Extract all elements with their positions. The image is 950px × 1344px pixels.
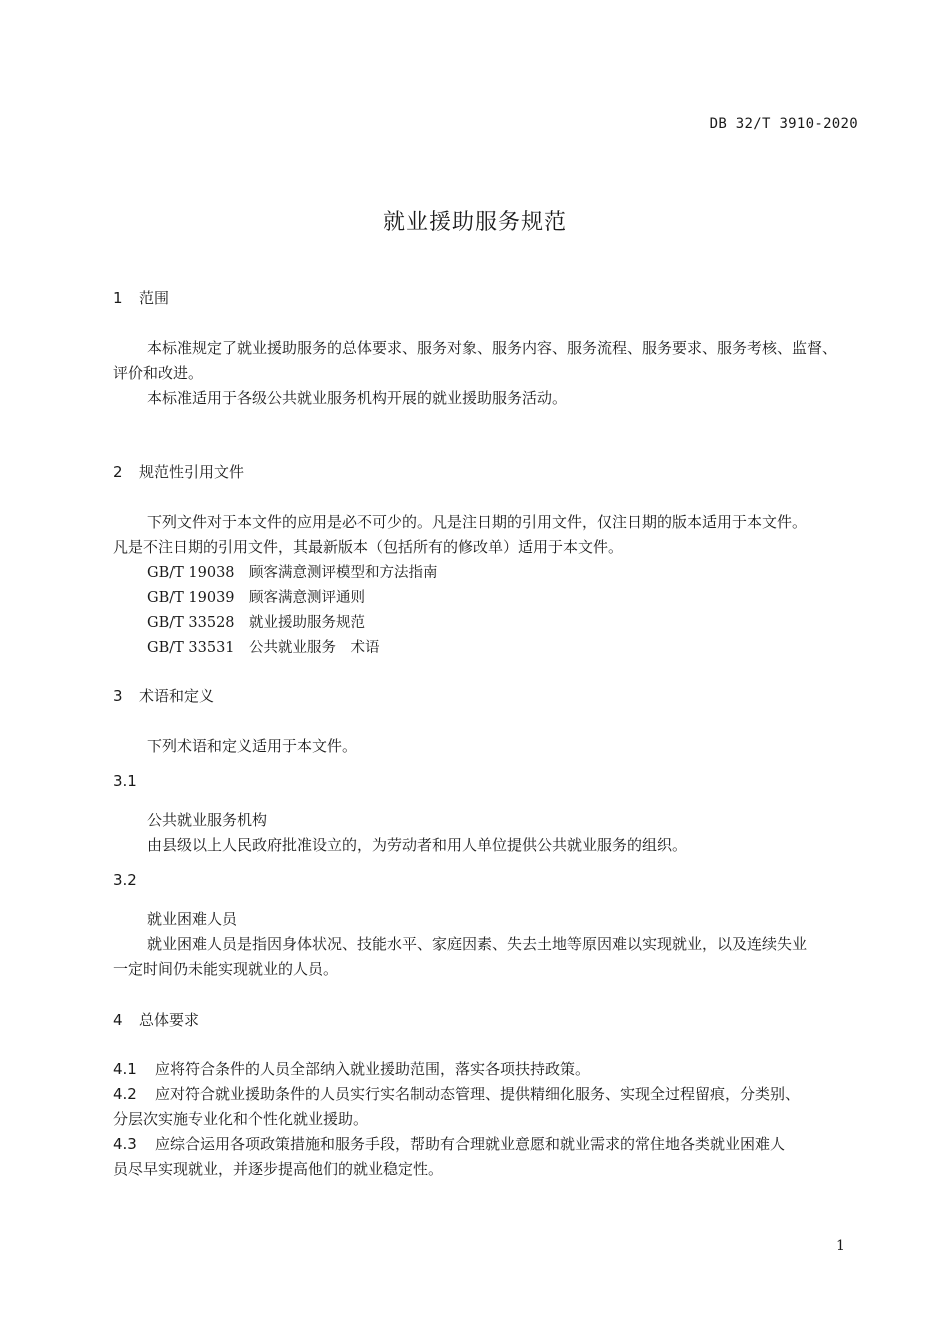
section-title: 规范性引用文件 <box>139 463 245 481</box>
paragraph: 下列术语和定义适用于本文件。 <box>147 737 358 755</box>
paragraph: 本标准适用于各级公共就业服务机构开展的就业援助服务活动。 <box>147 389 568 407</box>
section-number: 1 <box>113 289 123 307</box>
clause-text: 应综合运用各项政策措施和服务手段，帮助有合理就业意愿和就业需求的常住地各类就业困难人 <box>155 1135 786 1153</box>
section-4-heading <box>113 1009 199 1030</box>
reference-title: 顾客满意测评通则 <box>249 590 365 606</box>
reference-item <box>147 636 380 657</box>
term-definition: 就业困难人员是指因身体状况、技能水平、家庭因素、失去土地等原因难以实现就业，以及连续失业 <box>147 935 808 953</box>
clause <box>113 1083 800 1104</box>
section-title: 总体要求 <box>139 1011 200 1029</box>
document-title: 就业援助服务规范 <box>382 210 567 235</box>
clause-number: 4.1 <box>113 1060 137 1078</box>
term-definition-continuation: 一定时间仍未能实现就业的人员。 <box>113 960 339 978</box>
reference-item <box>147 561 438 582</box>
section-number: 3 <box>113 687 123 705</box>
clause <box>113 1133 785 1154</box>
reference-code: GB/T 33531 <box>147 640 235 656</box>
clause-number: 4.3 <box>113 1135 137 1153</box>
section-number: 4 <box>113 1011 123 1029</box>
term-number: 3.1 <box>113 772 137 790</box>
reference-title: 顾客满意测评模型和方法指南 <box>249 565 438 581</box>
clause-continuation: 分层次实施专业化和个性化就业援助。 <box>113 1110 369 1128</box>
page-number: 1 <box>836 1238 845 1254</box>
section-3-heading <box>113 685 214 706</box>
term-definition: 由县级以上人民政府批准设立的，为劳动者和用人单位提供公共就业服务的组织。 <box>147 836 688 854</box>
reference-item <box>147 586 365 607</box>
paragraph-continuation: 评价和改进。 <box>113 364 204 382</box>
section-title: 范围 <box>139 289 170 307</box>
paragraph-continuation: 凡是不注日期的引用文件，其最新版本（包括所有的修改单）适用于本文件。 <box>113 538 624 556</box>
clause-text: 应对符合就业援助条件的人员实行实名制动态管理、提供精细化服务、实现全过程留痕，分类别、 <box>155 1085 801 1103</box>
clause-number: 4.2 <box>113 1085 137 1103</box>
reference-title: 公共就业服务 术语 <box>249 640 380 656</box>
standard-code: DB 32/T 3910-2020 <box>709 116 858 132</box>
reference-code: GB/T 19039 <box>147 590 235 606</box>
section-1-heading <box>113 287 169 308</box>
term-name: 公共就业服务机构 <box>147 811 268 829</box>
section-title: 术语和定义 <box>139 687 215 705</box>
term-number: 3.2 <box>113 871 137 889</box>
paragraph: 下列文件对于本文件的应用是必不可少的。凡是注日期的引用文件，仅注日期的版本适用于本文件。 <box>147 513 808 531</box>
term-name: 就业困难人员 <box>147 910 238 928</box>
reference-title: 就业援助服务规范 <box>249 615 365 631</box>
clause-continuation: 员尽早实现就业，并逐步提高他们的就业稳定性。 <box>113 1160 444 1178</box>
reference-item <box>147 611 365 632</box>
reference-code: GB/T 33528 <box>147 615 235 631</box>
reference-code: GB/T 19038 <box>147 565 235 581</box>
paragraph: 本标准规定了就业援助服务的总体要求、服务对象、服务内容、服务流程、服务要求、服务考核、监督、 <box>147 339 838 357</box>
section-number: 2 <box>113 463 123 481</box>
clause <box>113 1058 590 1079</box>
section-2-heading <box>113 461 244 482</box>
clause-text: 应将符合条件的人员全部纳入就业援助范围，落实各项扶持政策。 <box>155 1060 591 1078</box>
